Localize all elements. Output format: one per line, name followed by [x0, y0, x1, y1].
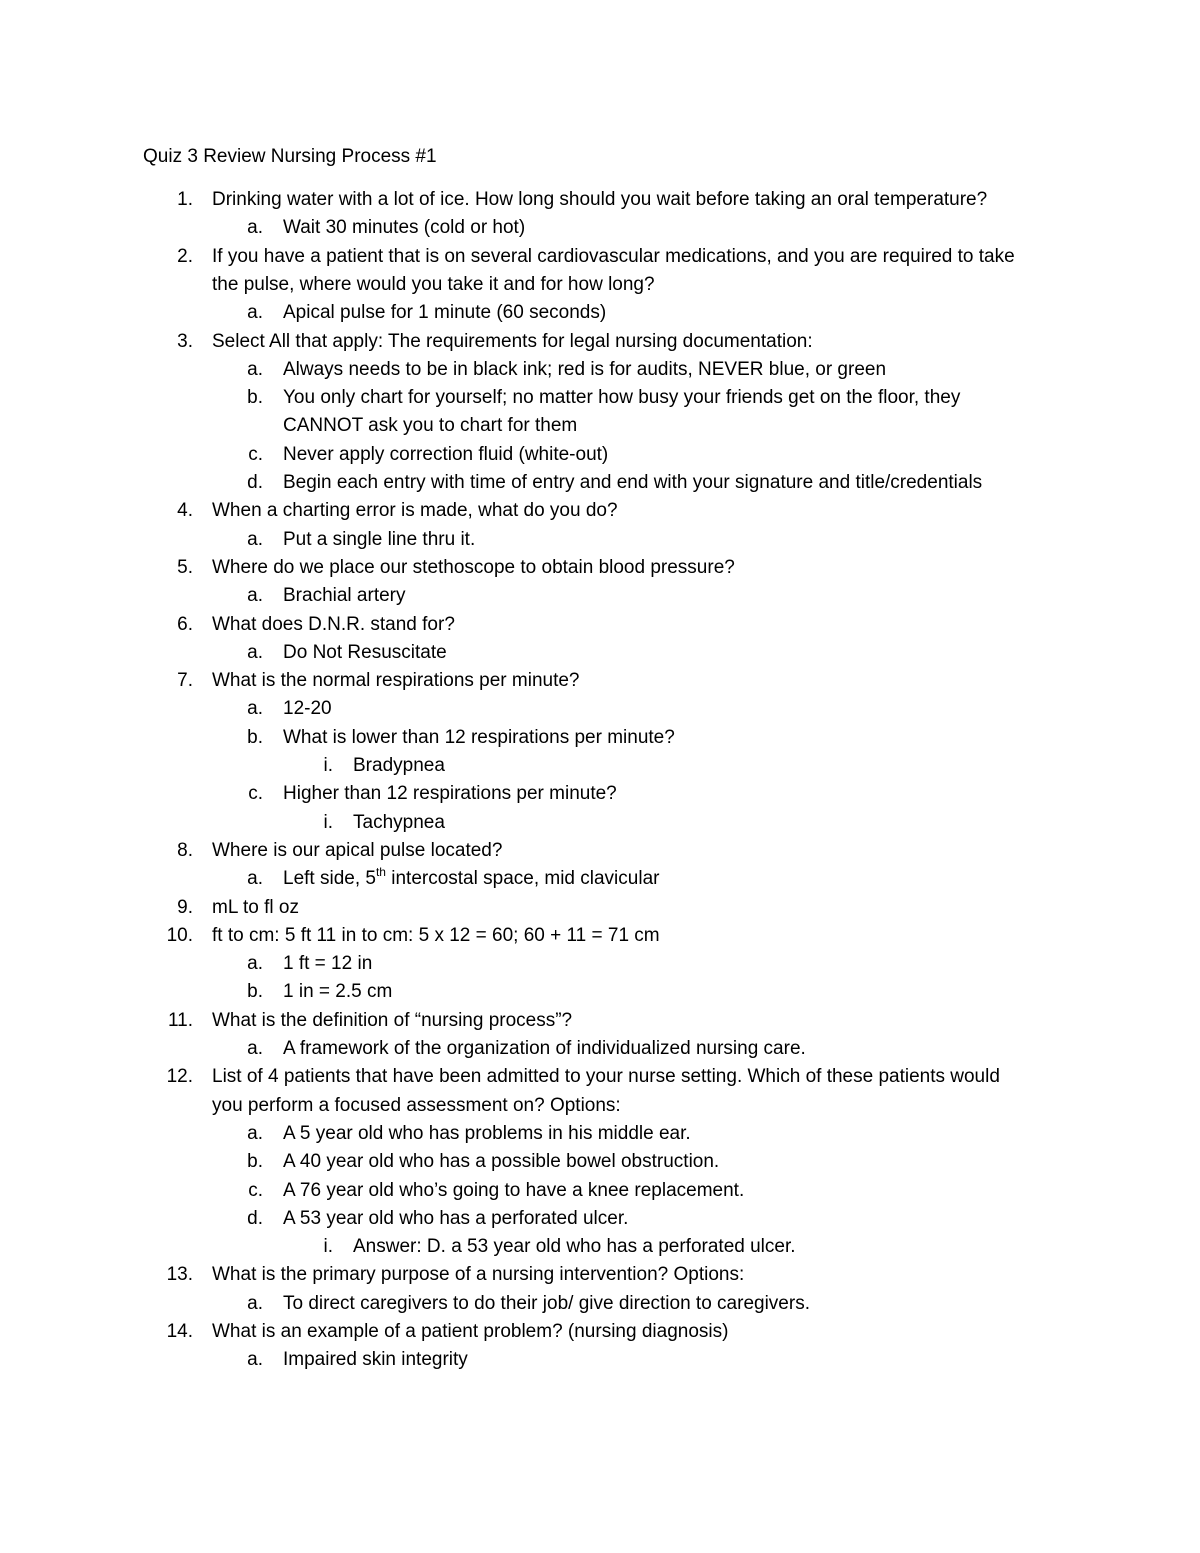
list-item-text: Where do we place our stethoscope to obtain blood pressure?	[212, 556, 735, 578]
list-marker: c.	[248, 783, 263, 805]
document-line	[0, 356, 1200, 384]
document-line	[0, 1148, 1200, 1176]
document-line	[0, 1092, 1200, 1120]
list-marker: a.	[247, 1292, 263, 1314]
list-marker: 4.	[177, 500, 193, 522]
document-line	[0, 724, 1200, 752]
document-line	[0, 1290, 1200, 1318]
list-marker: a.	[247, 1038, 263, 1059]
document-line	[0, 752, 1200, 780]
list-marker: d.	[247, 1207, 263, 1229]
list-marker: a.	[247, 698, 263, 720]
list-item-text: Brachial artery	[283, 585, 406, 607]
list-marker: a.	[247, 953, 263, 975]
list-marker: 7.	[177, 670, 193, 692]
document-line	[0, 299, 1200, 327]
list-item-text: What does D.N.R. stand for?	[212, 613, 455, 635]
list-item-text: Bradypnea	[353, 755, 445, 776]
document-line	[0, 469, 1200, 497]
list-marker: 14.	[166, 1321, 193, 1342]
document-line	[0, 950, 1200, 978]
list-item-text: 12-20	[283, 698, 332, 720]
document-line	[0, 214, 1200, 242]
list-marker: b.	[247, 981, 263, 1003]
document-line	[0, 384, 1200, 412]
document-line	[0, 1007, 1200, 1035]
document-line	[0, 582, 1200, 610]
document-line	[0, 611, 1200, 639]
list-item-text: 1 in = 2.5 cm	[283, 981, 393, 1003]
list-marker: a.	[247, 868, 263, 890]
list-item-text: To direct caregivers to do their job/ give direction to caregivers.	[283, 1292, 810, 1314]
list-item-text: the pulse, where would you take it and for how long?	[212, 273, 655, 295]
list-marker: 13.	[166, 1264, 193, 1286]
list-item-text: What is the definition of “nursing process”?	[212, 1009, 573, 1031]
document-line	[0, 1035, 1200, 1063]
document-line	[0, 554, 1200, 582]
document-line	[0, 1205, 1200, 1233]
list-marker: c.	[248, 443, 263, 465]
list-item-text: Drinking water with a lot of ice. How long should you wait before taking an oral temperature?	[212, 189, 988, 210]
document-line	[0, 809, 1200, 837]
document-title: Quiz 3 Review Nursing Process #1	[143, 146, 437, 167]
list-item-text: If you have a patient that is on several cardiovascular medications, and you are required to take	[212, 245, 1015, 267]
list-marker: a.	[247, 217, 263, 239]
list-marker: a.	[247, 1122, 263, 1144]
document-line	[0, 667, 1200, 695]
list-marker: 10.	[166, 924, 193, 946]
list-marker: a.	[247, 358, 263, 380]
list-marker: a.	[247, 641, 263, 663]
list-item-text: Answer: D. a 53 year old who has a perforated ulcer.	[353, 1236, 796, 1258]
document-line	[0, 1346, 1200, 1374]
list-marker: 1.	[177, 189, 193, 210]
superscript: th	[375, 865, 386, 880]
list-marker: a.	[247, 302, 263, 324]
list-marker: a.	[247, 1349, 263, 1371]
list-marker: 9.	[177, 896, 193, 918]
list-marker: 6.	[177, 613, 193, 635]
document-line	[0, 271, 1200, 299]
list-item-text: A 53 year old who has a perforated ulcer.	[283, 1207, 629, 1229]
document-line	[0, 1318, 1200, 1346]
document-line	[0, 1233, 1200, 1261]
document-line	[0, 780, 1200, 808]
list-item-text: ft to cm: 5 ft 11 in to cm: 5 x 12 = 60; 60 + 11 = 71 cm	[212, 924, 660, 946]
list-item-text: mL to fl oz	[212, 896, 299, 918]
document-line	[0, 1063, 1200, 1091]
document-line	[0, 441, 1200, 469]
list-item-text: A 40 year old who has a possible bowel obstruction.	[283, 1151, 720, 1173]
list-item-text: What is the normal respirations per minute?	[212, 670, 580, 692]
list-item-text: What is an example of a patient problem? (nursing diagnosis)	[212, 1321, 729, 1342]
list-marker: 3.	[177, 330, 193, 352]
list-item-text: Left side, 5th intercostal space, mid clavicular	[283, 865, 660, 890]
document-line	[0, 922, 1200, 950]
list-marker: 5.	[177, 556, 193, 578]
list-marker: i.	[323, 811, 333, 833]
list-item-text: A 5 year old who has problems in his middle ear.	[283, 1122, 691, 1144]
list-item-text: you perform a focused assessment on? Options:	[212, 1094, 621, 1116]
list-item-text: Always needs to be in black ink; red is for audits, NEVER blue, or green	[283, 358, 887, 380]
list-item-text: 1 ft = 12 in	[283, 953, 373, 975]
document-line	[0, 865, 1200, 893]
list-item-text: Where is our apical pulse located?	[212, 839, 503, 861]
document-line	[0, 639, 1200, 667]
document-line	[0, 894, 1200, 922]
list-marker: b.	[247, 726, 263, 748]
list-item-text: Never apply correction fluid (white-out)	[283, 443, 609, 465]
list-marker: 12.	[166, 1066, 193, 1088]
document-line	[0, 328, 1200, 356]
list-item-text-continued: intercostal space, mid clavicular	[385, 868, 660, 890]
list-item-text: When a charting error is made, what do you do?	[212, 500, 618, 522]
document-line	[0, 526, 1200, 554]
list-item-text: A framework of the organization of individualized nursing care.	[283, 1038, 806, 1059]
document-line	[0, 1261, 1200, 1289]
document-line	[0, 978, 1200, 1006]
document-line	[0, 1177, 1200, 1205]
list-item-text: A 76 year old who’s going to have a knee replacement.	[283, 1179, 745, 1201]
document-line	[0, 837, 1200, 865]
list-marker: 8.	[177, 839, 193, 861]
document-line	[0, 412, 1200, 440]
list-item-text: You only chart for yourself; no matter how busy your friends get on the floor, they	[283, 387, 961, 409]
list-item-text: Put a single line thru it.	[283, 528, 476, 550]
list-item-text: Wait 30 minutes (cold or hot)	[283, 217, 526, 239]
list-item-text: List of 4 patients that have been admitted to your nurse setting. Which of these patients would	[212, 1066, 1000, 1088]
list-item-text: Apical pulse for 1 minute (60 seconds)	[283, 302, 607, 324]
document-line	[0, 1120, 1200, 1148]
list-marker: 2.	[177, 245, 193, 267]
list-marker: a.	[247, 585, 263, 607]
list-item-text: Do Not Resuscitate	[283, 641, 447, 663]
document-line	[0, 695, 1200, 723]
list-item-text: Impaired skin integrity	[283, 1349, 468, 1371]
list-marker: 11.	[167, 1009, 193, 1031]
list-item-text: Higher than 12 respirations per minute?	[283, 783, 617, 805]
list-marker: i.	[323, 1236, 333, 1258]
list-item-text: CANNOT ask you to chart for them	[283, 415, 578, 437]
list-item-text: Select All that apply: The requirements for legal nursing documentation:	[212, 330, 813, 352]
list-marker: d.	[247, 472, 263, 493]
list-item-text: What is lower than 12 respirations per minute?	[283, 726, 675, 748]
list-item-text: Tachypnea	[353, 811, 445, 833]
list-marker: c.	[248, 1179, 263, 1201]
list-marker: b.	[247, 1151, 263, 1173]
list-marker: b.	[247, 387, 263, 409]
list-marker: a.	[247, 528, 263, 550]
document-line	[0, 243, 1200, 271]
document-line	[0, 186, 1200, 214]
document-line	[0, 497, 1200, 525]
list-marker: i.	[323, 755, 333, 776]
list-item-text: What is the primary purpose of a nursing intervention? Options:	[212, 1264, 745, 1286]
list-item-text: Begin each entry with time of entry and end with your signature and title/credentials	[283, 472, 983, 493]
